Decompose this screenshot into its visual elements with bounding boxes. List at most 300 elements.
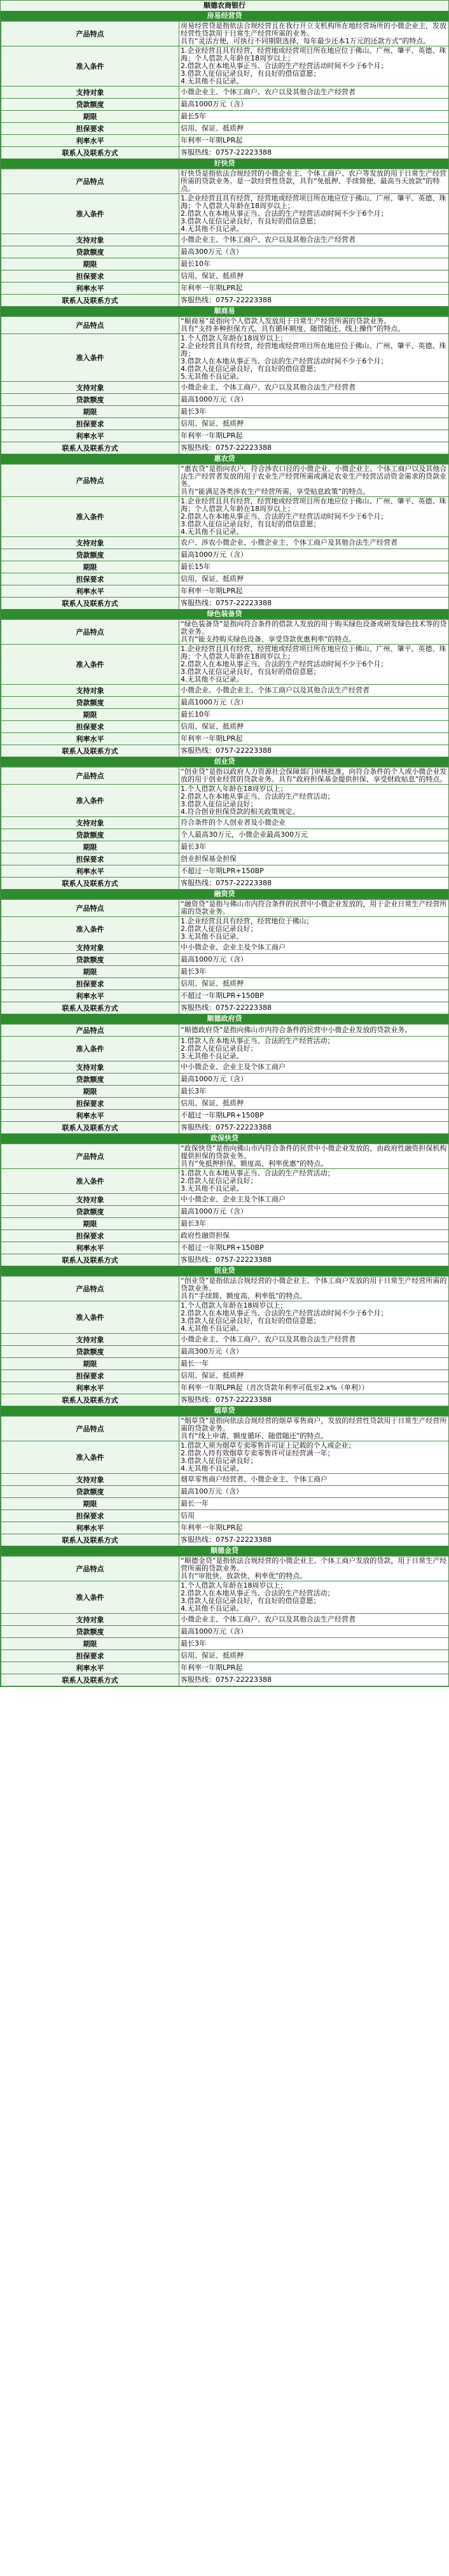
row-label: 产品特点: [1, 22, 179, 46]
table-row: [1, 1346, 449, 1358]
table-row: [1, 1581, 449, 1614]
row-value: [179, 573, 449, 585]
row-label: 利率水平: [1, 865, 179, 878]
table-row: [1, 685, 449, 697]
product-table: [1, 1556, 449, 1686]
row-label: 担保要求: [1, 1230, 179, 1242]
value-line: 3.借款人征信记录良好，有良好的借信意愿；: [181, 520, 321, 528]
product-name: 顺德金贷: [1, 1546, 448, 1556]
value-line: 年利率一年期LPR起: [181, 431, 243, 440]
row-label: 产品特点: [1, 169, 179, 194]
row-value: [179, 295, 449, 307]
value-line: “政保快贷”是指向佛山市内符合条件的民营中小微企业发放的，由政府性融资担保机构提供担保的贷款业务。: [181, 1144, 447, 1160]
value-line: 客服热线：0757-22223388: [181, 1396, 272, 1404]
product-section: [1, 610, 448, 757]
value-line: “创业贷”是指以政府人力资源社会保障部门审核批准，向符合条件的个人或小微企业发放的用于创业经营的贷款业务。具有“政府担保基金提供担保、享受财政贴息”的特点。: [181, 767, 447, 783]
value-line: 客服热线：0757-22223388: [181, 1256, 272, 1264]
row-label: 准入条件: [1, 194, 179, 234]
value-line: 创业担保基金担保: [181, 855, 237, 863]
value-line: 3.借款人征信记录良好，有良好的借信意愿；: [181, 1317, 321, 1325]
table-row: [1, 853, 449, 865]
row-label: 期限: [1, 258, 179, 270]
row-value: [179, 258, 449, 270]
table-row: [1, 697, 449, 709]
product-name: 绿色装备贷: [1, 610, 448, 619]
table-row: [1, 46, 449, 87]
table-row: [1, 147, 449, 159]
value-line: 年利率一年期LPR起: [181, 136, 243, 144]
value-line: 最长一年: [181, 1359, 209, 1368]
value-line: 客服热线：0757-22223388: [181, 1676, 272, 1684]
table-row: [1, 111, 449, 123]
table-row: [1, 620, 449, 645]
row-value: [179, 317, 449, 334]
table-row: [1, 1417, 449, 1441]
value-line: 4.无其他不良记录。: [181, 1464, 244, 1473]
value-line: 最长3年: [181, 1087, 206, 1095]
value-line: 3.借款人征信记录良好，有良好的借信意愿；: [181, 1597, 321, 1605]
value-line: 3.无其他不良记录。: [181, 932, 244, 941]
table-row: [1, 1498, 449, 1510]
value-line: 烟草零售商户经营者、小微企业主、个体工商户: [181, 1475, 328, 1483]
row-label: 担保要求: [1, 1650, 179, 1662]
row-label: 利率水平: [1, 1110, 179, 1122]
value-line: 4.无其他不良记录。: [181, 1604, 244, 1613]
table-row: [1, 334, 449, 382]
value-line: 4.无其他不良记录。: [181, 1324, 244, 1333]
value-line: “惠农贷”是指向农户、符合涉农口径的小微企业、小微企业主、个体工商户以及其他合法生产经营者发放的用于农业生产经营所需或满足农业生产经营活动资金需求的贷款业务。: [181, 465, 447, 488]
value-line: 最高1000万元（含）: [181, 550, 247, 559]
value-line: 1.企业经营且具有经营，经营地或经营项目所在地应位于佛山、广州、肇平、英德、珠海；个人借款人年龄在18周岁以上；: [181, 645, 446, 661]
value-line: 信用: [181, 1511, 195, 1520]
row-label: 支持对象: [1, 234, 179, 246]
row-value: [179, 1110, 449, 1122]
table-row: [1, 1626, 449, 1638]
row-label: 担保要求: [1, 123, 179, 135]
row-label: 利率水平: [1, 1242, 179, 1254]
row-label: 联系人及联系方式: [1, 745, 179, 757]
row-value: [179, 1522, 449, 1534]
product-section: [1, 307, 448, 454]
table-row: [1, 123, 449, 135]
value-line: 房易经营贷是指依法合规经营且在我行开立支机构所在地经营场所的小微企业主，发放经营性贷款用于日常生产经营所需的业务。: [181, 22, 446, 38]
table-row: [1, 1086, 449, 1098]
table-row: [1, 1334, 449, 1346]
row-value: [179, 246, 449, 258]
row-value: [179, 853, 449, 865]
row-value: [179, 1254, 449, 1266]
value-line: 客服热线：0757-22223388: [181, 148, 272, 157]
row-value: [179, 234, 449, 246]
product-section: [1, 1134, 448, 1266]
value-line: 2.借款人征信记录良好；: [181, 925, 258, 933]
table-row: [1, 1522, 449, 1534]
value-line: 最高1000万元（含）: [181, 1207, 247, 1215]
row-value: [179, 1581, 449, 1614]
table-row: [1, 1169, 449, 1194]
row-value: [179, 1086, 449, 1098]
row-value: [179, 990, 449, 1002]
row-label: 期限: [1, 1086, 179, 1098]
row-label: 准入条件: [1, 1169, 179, 1194]
value-line: 2.借款人持有效烟草专卖零售许可证经营满一年；: [181, 1449, 335, 1457]
value-line: 中小微企业、企业主及个体工商户: [181, 1063, 286, 1071]
value-line: 不超过一年期LPR+150BP: [181, 991, 264, 1000]
value-line: 1.借款人在本地从事正当、合法的生产经营活动；: [181, 1169, 335, 1177]
table-row: [1, 1194, 449, 1206]
value-line: 1.企业经营且具有经营，经营地位于佛山；: [181, 917, 314, 925]
row-label: 产品特点: [1, 767, 179, 785]
row-label: 产品特点: [1, 620, 179, 645]
value-line: 客服热线：0757-22223388: [181, 1536, 272, 1544]
row-label: 支持对象: [1, 382, 179, 394]
value-line: 客服热线：0757-22223388: [181, 444, 272, 452]
table-row: [1, 721, 449, 733]
row-value: [179, 497, 449, 537]
row-value: [179, 430, 449, 442]
row-label: 利率水平: [1, 283, 179, 295]
value-line: 年利率一年期LPR起（首次贷款年利率可低至2.x%（单利））: [181, 1383, 369, 1392]
table-row: [1, 767, 449, 785]
row-label: 贷款额度: [1, 829, 179, 841]
row-label: 期限: [1, 561, 179, 573]
value-line: 小微企业主、个体工商户、农户以及其他合法生产经营者: [181, 1615, 356, 1623]
row-value: [179, 709, 449, 721]
row-value: [179, 1144, 449, 1169]
table-row: [1, 283, 449, 295]
row-label: 产品特点: [1, 1025, 179, 1037]
table-row: [1, 258, 449, 270]
value-line: 2.借款人征信记录良好；: [181, 1044, 258, 1053]
value-line: 3.无其他不良记录。: [181, 1052, 244, 1060]
row-value: [179, 1334, 449, 1346]
row-value: [179, 1370, 449, 1382]
product-table: [1, 899, 449, 1014]
value-line: 最长15年: [181, 563, 211, 571]
row-value: [179, 1417, 449, 1441]
value-line: 农户、涉农小微企业、小微企业主、个体工商户及其他合法生产经营者: [181, 538, 397, 547]
table-row: [1, 1557, 449, 1581]
value-line: 符合条件的个人创业者及小微企业: [181, 818, 286, 827]
row-value: [179, 1301, 449, 1334]
row-value: [179, 954, 449, 966]
product-section: [1, 890, 448, 1014]
row-label: 利率水平: [1, 585, 179, 598]
value-line: 1.借款人在本地从事正当、合法的生产经营活动；: [181, 1037, 335, 1045]
table-row: [1, 99, 449, 111]
row-value: [179, 1557, 449, 1581]
row-label: 期限: [1, 841, 179, 853]
value-line: 2.借款人在本地从事正当、合法的生产经营活动时间不少于6个月；: [181, 660, 388, 668]
value-line: 3.借款人征信记录良好；: [181, 1457, 258, 1465]
value-line: 信用、保证、抵质押: [181, 124, 244, 132]
row-value: [179, 382, 449, 394]
row-value: [179, 966, 449, 978]
value-line: 最高1000万元（含）: [181, 698, 247, 706]
row-value: [179, 442, 449, 454]
row-label: 期限: [1, 1498, 179, 1510]
value-line: 2.借款人在本地从事正当、合法的生产经营活动；: [181, 792, 335, 801]
table-row: [1, 406, 449, 418]
table-row: [1, 1110, 449, 1122]
row-label: 贷款额度: [1, 246, 179, 258]
value-line: 信用、保证、抵质押: [181, 1371, 244, 1380]
table-row: [1, 1206, 449, 1218]
value-line: 1.个人借款人年龄在18周岁以上；: [181, 1301, 287, 1310]
row-label: 联系人及联系方式: [1, 878, 179, 890]
row-value: [179, 1474, 449, 1486]
row-value: [179, 1025, 449, 1037]
table-row: [1, 1144, 449, 1169]
product-section: [1, 1014, 448, 1134]
table-row: [1, 234, 449, 246]
row-value: [179, 620, 449, 645]
row-label: 期限: [1, 1638, 179, 1650]
value-line: 1.借款人须为烟草专卖零售许可证上记载的个人或企业；: [181, 1441, 356, 1450]
row-label: 准入条件: [1, 917, 179, 942]
row-label: 产品特点: [1, 1144, 179, 1169]
table-row: [1, 990, 449, 1002]
value-line: 年利率一年期LPR起: [181, 1523, 243, 1532]
row-value: [179, 1486, 449, 1498]
row-label: 贷款额度: [1, 99, 179, 111]
product-name: 烟草贷: [1, 1406, 448, 1416]
table-row: [1, 1486, 449, 1498]
value-line: 3.借款人征信记录良好，有良好的借信意愿；: [181, 668, 321, 676]
row-label: 准入条件: [1, 1441, 179, 1474]
row-label: 期限: [1, 111, 179, 123]
value-line: 信用、保证、抵质押: [181, 979, 244, 988]
row-label: 期限: [1, 406, 179, 418]
product-section: [1, 1546, 448, 1686]
table-row: [1, 1122, 449, 1134]
row-value: [179, 745, 449, 757]
row-value: [179, 22, 449, 46]
row-value: [179, 645, 449, 685]
row-value: [179, 829, 449, 841]
product-section: [1, 11, 448, 159]
value-line: 3.借款人征信记录良好，有良好的借信意愿；: [181, 217, 321, 225]
row-label: 利率水平: [1, 430, 179, 442]
row-value: [179, 1358, 449, 1370]
row-value: [179, 1498, 449, 1510]
value-line: 中小微企业、企业主及个体工商户: [181, 1195, 286, 1203]
row-label: 支持对象: [1, 817, 179, 829]
row-value: [179, 1441, 449, 1474]
row-label: 产品特点: [1, 900, 179, 917]
row-label: 联系人及联系方式: [1, 295, 179, 307]
table-row: [1, 1638, 449, 1650]
value-line: “顺德金贷”是指依法合规经营的小微企业主、个体工商户发放的贷款，用于日常生产经营所需的贷款业务。: [181, 1557, 447, 1572]
value-line: 具有“灵活方便，可执行不同期限选择，每年最少还本1万元的还款方式”的特点。: [181, 37, 431, 45]
row-value: [179, 1382, 449, 1394]
row-value: [179, 841, 449, 853]
row-label: 期限: [1, 1218, 179, 1230]
row-label: 准入条件: [1, 46, 179, 87]
value-line: 最长一年: [181, 1499, 209, 1508]
table-row: [1, 817, 449, 829]
table-row: [1, 1474, 449, 1486]
value-line: 2.借款人在本地从事正当、合法的生产经营活动时间不少于6个月；: [181, 1309, 388, 1317]
row-label: 贷款额度: [1, 1346, 179, 1358]
row-value: [179, 1510, 449, 1522]
value-line: 信用、保证、抵质押: [181, 575, 244, 583]
value-line: 不超过一年期LPR+150BP: [181, 1243, 264, 1252]
row-label: 利率水平: [1, 1382, 179, 1394]
row-value: [179, 1394, 449, 1406]
products-container: [1, 11, 448, 1686]
table-row: [1, 709, 449, 721]
value-line: 最长10年: [181, 260, 211, 268]
row-label: 支持对象: [1, 1194, 179, 1206]
value-line: 具有“支持多种担保方式、具有循环额度、随借随还、线上操作”的特点。: [181, 325, 405, 333]
value-line: 最高100万元（含）: [181, 1487, 243, 1495]
row-value: [179, 135, 449, 147]
table-row: [1, 966, 449, 978]
row-value: [179, 1218, 449, 1230]
table-row: [1, 1441, 449, 1474]
value-line: 最高1000万元（含）: [181, 1075, 247, 1083]
table-row: [1, 1394, 449, 1406]
product-name: 好快贷: [1, 159, 448, 169]
row-value: [179, 1650, 449, 1662]
row-label: 贷款额度: [1, 394, 179, 406]
table-row: [1, 733, 449, 745]
product-table: [1, 464, 449, 610]
product-name: 政保快贷: [1, 1134, 448, 1144]
table-row: [1, 497, 449, 537]
row-value: [179, 1662, 449, 1674]
table-row: [1, 1358, 449, 1370]
value-line: 4.借款人征信记录良好，有良好的借信意愿；: [181, 365, 321, 373]
row-label: 担保要求: [1, 978, 179, 990]
value-line: “顺商易”是指向个人借款人发放用于日常生产经营所需的贷款业务。: [181, 317, 391, 325]
value-line: 信用、保证、抵质押: [181, 1099, 244, 1107]
value-line: 最长3年: [181, 967, 206, 976]
product-name: 惠农贷: [1, 454, 448, 464]
table-row: [1, 465, 449, 497]
product-name: 创业贷: [1, 1266, 448, 1276]
product-section: [1, 159, 448, 307]
row-value: [179, 697, 449, 709]
row-value: [179, 1674, 449, 1686]
row-value: [179, 465, 449, 497]
table-row: [1, 418, 449, 430]
product-table: [1, 767, 449, 890]
value-line: 信用、保证、抵质押: [181, 272, 244, 280]
row-label: 贷款额度: [1, 954, 179, 966]
row-label: 联系人及联系方式: [1, 1394, 179, 1406]
value-line: 小微企业主、个体工商户、农户以及其他合法生产经营者: [181, 383, 356, 391]
value-line: 最长10年: [181, 710, 211, 718]
row-value: [179, 721, 449, 733]
row-value: [179, 1242, 449, 1254]
row-value: [179, 1061, 449, 1074]
product-table: [1, 619, 449, 757]
row-value: [179, 1098, 449, 1110]
row-value: [179, 1002, 449, 1014]
row-value: [179, 878, 449, 890]
value-line: 年利率一年期LPR起: [181, 1663, 243, 1672]
row-label: 支持对象: [1, 685, 179, 697]
table-row: [1, 1218, 449, 1230]
value-line: 客服热线：0757-22223388: [181, 1004, 272, 1012]
row-label: 联系人及联系方式: [1, 147, 179, 159]
row-label: 担保要求: [1, 573, 179, 585]
table-row: [1, 382, 449, 394]
table-row: [1, 1230, 449, 1242]
row-value: [179, 394, 449, 406]
row-label: 支持对象: [1, 1614, 179, 1626]
table-row: [1, 1254, 449, 1266]
product-table: [1, 1416, 449, 1546]
table-row: [1, 1061, 449, 1074]
row-label: 准入条件: [1, 1037, 179, 1061]
row-value: [179, 418, 449, 430]
value-line: 1.个人借款人年龄在18周岁以上；: [181, 785, 287, 793]
value-line: 中小微企业、企业主及个体工商户: [181, 943, 286, 951]
product-section: [1, 454, 448, 610]
row-label: 担保要求: [1, 1370, 179, 1382]
table-row: [1, 1510, 449, 1522]
row-value: [179, 1614, 449, 1626]
table-row: [1, 317, 449, 334]
table-row: [1, 1534, 449, 1546]
table-row: [1, 22, 449, 46]
row-value: [179, 561, 449, 573]
row-label: 利率水平: [1, 1662, 179, 1674]
value-line: 小微企业、小微企业主、个体工商户以及其他合法生产经营者: [181, 686, 370, 694]
row-value: [179, 334, 449, 382]
product-name: 顺商易: [1, 307, 448, 316]
table-row: [1, 841, 449, 853]
table-row: [1, 1074, 449, 1086]
value-line: 3.无其他不良记录。: [181, 1184, 244, 1193]
product-table: [1, 1276, 449, 1406]
product-table: [1, 1144, 449, 1266]
value-line: 客服热线：0757-22223388: [181, 296, 272, 304]
row-value: [179, 111, 449, 123]
row-label: 支持对象: [1, 537, 179, 549]
value-line: 2.借款人在本地从事正当、合法的生产经营活动时间不少于6个月；: [181, 62, 388, 70]
value-line: “融资贷”是指与佛山市内符合条件的民营中小微企业发放的，用于企业日常生产经营所需的贷款业务。: [181, 900, 447, 916]
row-value: [179, 1206, 449, 1218]
row-label: 支持对象: [1, 1334, 179, 1346]
row-label: 联系人及联系方式: [1, 1122, 179, 1134]
row-label: 产品特点: [1, 1277, 179, 1301]
table-row: [1, 561, 449, 573]
value-line: 1.企业经营且具有经营，经营地或经营项目所在地应位于佛山、广州、肇平、英德、珠海；个人借款人年龄在18周岁以上；: [181, 46, 446, 62]
row-label: 准入条件: [1, 645, 179, 685]
row-value: [179, 283, 449, 295]
table-row: [1, 1370, 449, 1382]
table-row: [1, 978, 449, 990]
row-label: 联系人及联系方式: [1, 1002, 179, 1014]
value-line: 最高1000万元（含）: [181, 100, 247, 108]
row-label: 贷款额度: [1, 549, 179, 561]
value-line: 1.企业经营且具有经营，经营地或经营项目所在地应位于佛山、广州、肇平、英德、珠海；个人借款人年龄在18周岁以上；: [181, 194, 446, 210]
value-line: 2.借款人在本地从事正当、合法的生产经营活动；: [181, 1589, 335, 1597]
row-label: 联系人及联系方式: [1, 1534, 179, 1546]
row-value: [179, 942, 449, 954]
table-row: [1, 1382, 449, 1394]
table-row: [1, 829, 449, 841]
row-label: 期限: [1, 709, 179, 721]
value-line: “创业贷”是指依法合规经营的小微企业主、个体工商户发放的用于日常生产经营所需的贷款业务。: [181, 1277, 447, 1292]
value-line: 最高300万元（含）: [181, 248, 243, 256]
row-label: 利率水平: [1, 1522, 179, 1534]
product-table: [1, 316, 449, 454]
